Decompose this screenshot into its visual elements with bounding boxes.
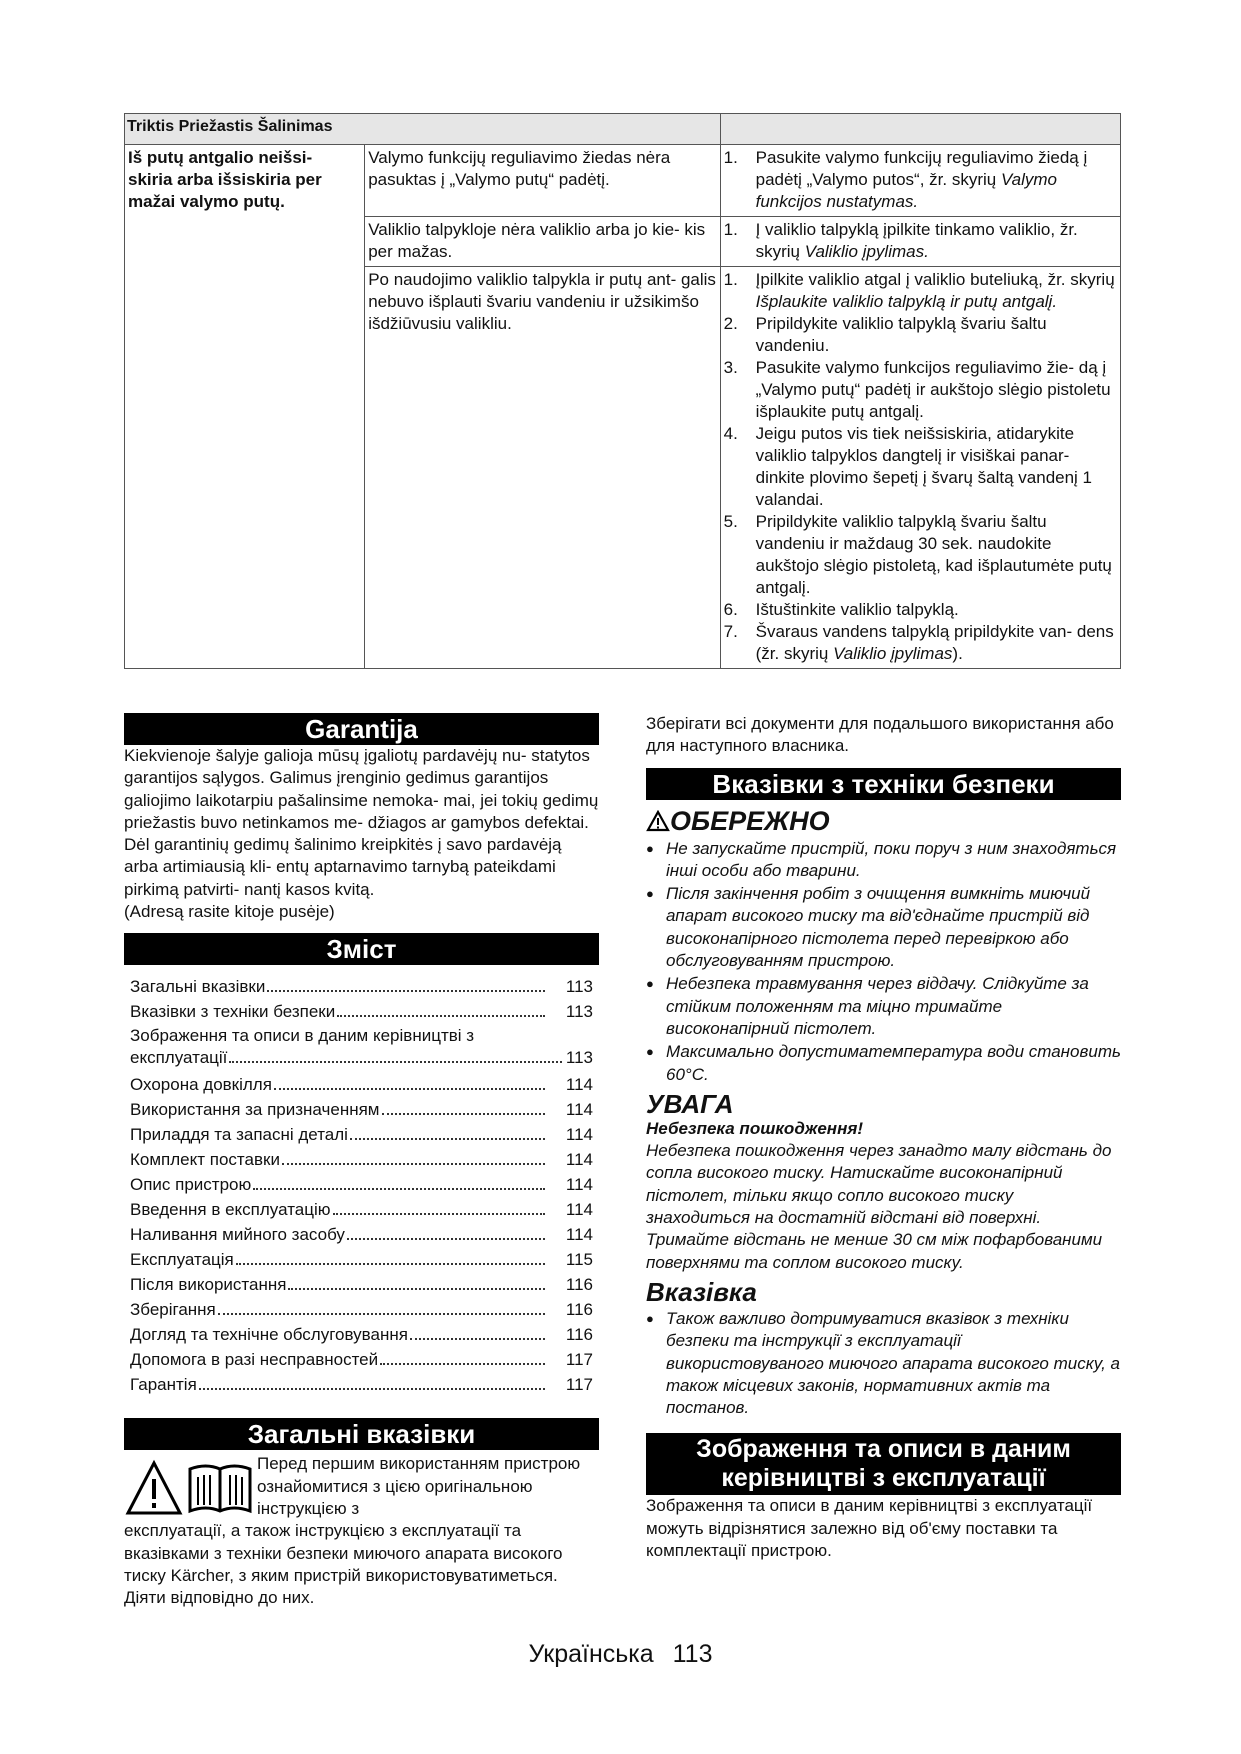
toc-item[interactable]: Загальні вказівки 113 xyxy=(130,977,593,997)
toc-item[interactable]: Наливання мийного засобу 114 xyxy=(130,1225,593,1245)
general-notes-text-2: експлуатації, а також інструкцією з експлуатації та вказівками з техніки безпеки миючого апарата високого тиску Kärcher, з яким пристрій використовуватиметься. Діяти відповідно до них. xyxy=(124,1521,563,1608)
cause-cell: Valymo funkcijų reguliavimo žiedas nėra pasuktas į „Valymo putų“ padėtį. xyxy=(365,145,720,217)
toc-item[interactable]: Охорона довкілля 114 xyxy=(130,1075,593,1095)
problem-cell: Iš putų antgalio neišsi- skiria arba išsiskiria per mažai valymo putų. xyxy=(125,145,365,669)
toc-item[interactable]: Комплект поставки 114 xyxy=(130,1150,593,1170)
attention-heading: УВАГА xyxy=(646,1088,734,1119)
warranty-text: Kiekvienoje šalyje galioja mūsų įgaliotų pardavėjų nu- statytos garantijos sąlygos. Galimus įrenginio gedimus garantijos galiojimo laikotarpiu pašalinsime nemoka- mai, jei tokių gedimų priežastis buvo netinkamos me- džiagos ar gamybos defektai. Dėl garantinių gedimų šalinimo kreipkitės į savo pardavėją arba artimiausią kli- entų aptarnavimo tarnybą pateikdami pirkimą patvirti- nantį kasos kvitą. xyxy=(124,746,599,899)
remedy-step: 1. Įpilkite valiklio atgal į valiklio buteliuką, žr. skyrių Išplaukite valiklio talpyklą ir putų antgalį. xyxy=(723,270,1115,311)
toc-item[interactable]: Введення в експлуатацію 114 xyxy=(130,1200,593,1220)
list-item: ● Небезпека травмування через віддачу. Слідкуйте за стійким положенням та міцно тримайте високонапірний пістолет. xyxy=(646,973,1121,1040)
list-item: ● Максимально допустиматемпература води становить 60°C. xyxy=(646,1041,1121,1086)
caution-list xyxy=(646,838,1121,1086)
toc-heading: Зміст xyxy=(124,933,599,965)
general-notes xyxy=(124,1453,599,1609)
safety-heading: Вказівки з техніки безпеки xyxy=(646,768,1121,800)
warning-triangle-icon xyxy=(646,810,670,832)
caution-heading: ОБЕРЕЖНО xyxy=(646,806,1121,836)
list-item: ● Не запускайте пристрій, поки поруч з ним знаходяться інші особи або тварини. xyxy=(646,838,1121,883)
table-of-contents xyxy=(130,973,593,1396)
toc-item[interactable]: Зображення та описи в даним керівництві з експлуатації 113 xyxy=(130,1026,593,1068)
toc-item[interactable]: Гарантія 117 xyxy=(130,1375,593,1395)
toc-item[interactable]: Приладдя та запасні деталі 114 xyxy=(130,1125,593,1145)
table-header-right xyxy=(720,114,1120,145)
list-item: ● Також важливо дотримуватися вказівок з техніки безпеки та інструкції з експлуатації використовуваного миючого апарата високого тиску, а також місцевих законів, нормативних актів та постанов. xyxy=(646,1308,1121,1419)
header-remedy: Šalinimas xyxy=(257,118,333,135)
header-cause: Priežastis xyxy=(178,118,254,135)
note-heading: Вказівка xyxy=(646,1276,757,1307)
footer-language: Українська xyxy=(528,1640,654,1668)
list-item: ● Після закінчення робіт з очищення вимкніть миючий апарат високого тиску та від'єднайте пристрій від високонапірного пістолета перед перевіркою або обслуговуванням пристрою. xyxy=(646,883,1121,972)
table-row xyxy=(125,145,1121,217)
note-list xyxy=(646,1308,1121,1419)
page-number: 113 xyxy=(672,1640,713,1668)
intro-text: Зберігати всі документи для подальшого використання або для наступного власника. xyxy=(646,714,1114,756)
table-header-row xyxy=(125,114,1121,145)
remedy-step: 4. Jeigu putos vis tiek neišsiskiria, atidarykite valiklio talpyklos dangtelį ir visiškai panar- dinkite plovimo šepetį į švarų šaltą vandenį 1 valandai. xyxy=(723,424,1093,509)
table-header-left xyxy=(125,114,721,145)
general-notes-text-1: Перед першим використанням пристрою ознайомитися з цією оригінальною інструкцією з xyxy=(257,1454,581,1518)
toc-item[interactable]: Після використання 116 xyxy=(130,1275,593,1295)
toc-item[interactable]: Вказівки з техніки безпеки 113 xyxy=(130,1002,593,1022)
cause-cell: Po naudojimo valiklio talpykla ir putų ant- galis nebuvo išplauti švariu vandeniu ir užsikimšo išdžiūvusiu valikliu. xyxy=(365,267,720,669)
general-notes-heading: Загальні вказівки xyxy=(124,1418,599,1450)
toc-item[interactable]: Зберігання 116 xyxy=(130,1300,593,1320)
header-fault: Triktis xyxy=(127,118,175,135)
remedy-cell xyxy=(720,267,1120,669)
remedy-step: 2. Pripildykite valiklio talpyklą švariu šaltu vandeniu. xyxy=(723,314,1047,355)
remedy-cell xyxy=(720,217,1120,267)
images-heading: Зображення та описи в даним керівництві з експлуатації xyxy=(646,1433,1121,1495)
remedy-step: 3. Pasukite valymo funkcijos reguliavimo žie- dą į „Valymo putų“ padėtį ir aukštojo slėgio pistoletu išplaukite putų antgalį. xyxy=(723,358,1111,421)
attention-subheading: Небезпека пошкодження! xyxy=(646,1118,864,1138)
page-footer xyxy=(0,1640,1241,1669)
cause-cell: Valiklio talpykloje nėra valiklio arba jo kie- kis per mažas. xyxy=(365,217,720,267)
toc-item[interactable]: Опис пристрою 114 xyxy=(130,1175,593,1195)
right-column xyxy=(646,713,1121,1562)
warranty-address: (Adresą rasite kitoje pusėje) xyxy=(124,902,335,922)
toc-item[interactable]: Використання за призначенням 114 xyxy=(130,1100,593,1120)
toc-item[interactable]: Допомога в разі несправностей 117 xyxy=(130,1350,593,1370)
warning-and-manual-icon xyxy=(124,1455,254,1519)
remedy-step: 1. Pasukite valymo funkcijų reguliavimo žiedą į padėtį „Valymo putos“, žr. skyrių Valymo funkcijos nustatymas. xyxy=(723,148,1088,211)
toc-item[interactable]: Догляд та технічне обслуговування 116 xyxy=(130,1325,593,1345)
remedy-step: 6. Ištuštinkite valiklio talpyklą. xyxy=(723,600,959,619)
remedy-step: 7. Švaraus vandens talpyklą pripildykite van- dens (žr. skyrių Valiklio įpylimas). xyxy=(723,622,1114,663)
toc-item[interactable]: Експлуатація 115 xyxy=(130,1250,593,1270)
remedy-cell xyxy=(720,145,1120,217)
remedy-step: 1. Į valiklio talpyklą įpilkite tinkamo valiklio, žr. skyrių Valiklio įpylimas. xyxy=(723,220,1078,261)
remedy-step: 5. Pripildykite valiklio talpyklą švariu šaltu vandeniu ir maždaug 30 sek. naudokite aukštojo slėgio pistoletą, kad išplautumėte putų antgalį. xyxy=(723,512,1112,597)
images-text: Зображення та описи в даним керівництві з експлуатації можуть відрізнятися залежно від об'єму поставки та комплектації пристрою. xyxy=(646,1496,1093,1561)
warranty-heading: Garantija xyxy=(124,713,599,745)
attention-text: Небезпека пошкодження через занадто малу відстань до сопла високого тиску. Натискайте високонапірний пістолет, тільки якщо сопло високого тиску знаходиться на достатній відстані від поверхні. Тримайте відстань не менше 30 см між пофарбованими поверхнями та соплом високого тиску. xyxy=(646,1141,1112,1272)
left-column xyxy=(124,713,599,1609)
troubleshooting-table xyxy=(124,113,1121,669)
